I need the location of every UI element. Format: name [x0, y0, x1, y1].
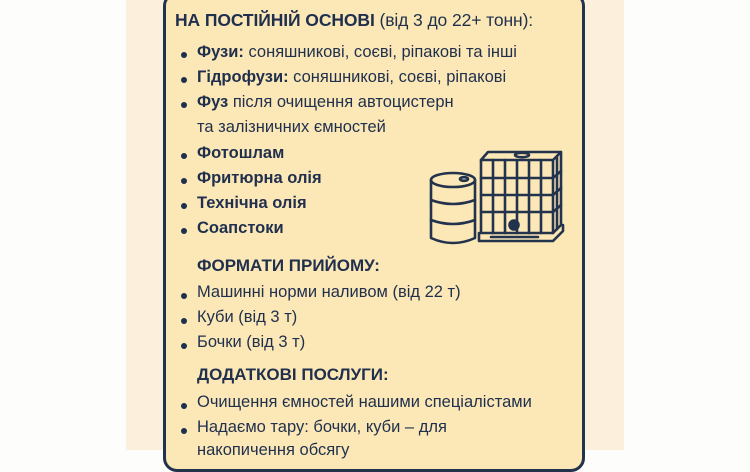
bullet: [181, 203, 187, 209]
item-bold: Соапстоки: [197, 219, 284, 237]
section-title-permanent: [175, 10, 533, 31]
item-bold: Технічна олія: [197, 194, 307, 212]
bullet: [181, 428, 187, 434]
bullet: [181, 228, 187, 234]
bullet: [181, 343, 187, 349]
section-title-formats: ФОРМАТИ ПРИЙОМУ:: [197, 256, 380, 275]
list-item: Бочки (від 3 т): [197, 333, 306, 351]
bullet: [181, 102, 187, 108]
list-item-continuation: та залізничних ємностей: [197, 118, 386, 136]
list-item: [197, 93, 454, 112]
barrel-and-ibc-container-icon: [428, 145, 568, 250]
list-item: [197, 144, 284, 163]
list-item: Очищення ємностей нашими спеціалістами: [197, 393, 532, 411]
item-bold: Фотошлам: [197, 144, 285, 162]
title-rest: (від 3 до 22+ тонн):: [374, 10, 534, 30]
bullet: [181, 178, 187, 184]
list-item: Надаємо тару: бочки, куби – для: [197, 418, 447, 436]
bullet: [181, 77, 187, 83]
item-bold: Гідрофузи:: [197, 68, 289, 86]
list-item: Машинні норми наливом (від 22 т): [197, 283, 461, 301]
list-item: [197, 219, 284, 238]
section-title-services: ДОДАТКОВІ ПОСЛУГИ:: [197, 365, 389, 384]
bullet: [181, 403, 187, 409]
list-item: [197, 68, 506, 87]
title-bold: НА ПОСТІЙНІЙ ОСНОВІ: [175, 10, 375, 30]
item-bold: Фуз: [197, 93, 229, 111]
item-bold: Фузи:: [197, 43, 244, 61]
item-text: соняшникові, соєві, ріпакові та інші: [243, 43, 517, 61]
bullet: [181, 293, 187, 299]
item-bold: Фритюрна олія: [197, 169, 322, 187]
bullet: [181, 153, 187, 159]
list-item-continuation: накопичення обсягу: [197, 441, 350, 459]
list-item: [197, 169, 322, 188]
bullet: [181, 318, 187, 324]
item-text: після очищення автоцистерн: [228, 93, 454, 111]
item-text: соняшникові, соєві, ріпакові: [288, 68, 507, 86]
list-item: [197, 43, 517, 62]
list-item: Куби (від 3 т): [197, 308, 298, 326]
bullet: [181, 52, 187, 58]
list-item: [197, 194, 307, 213]
